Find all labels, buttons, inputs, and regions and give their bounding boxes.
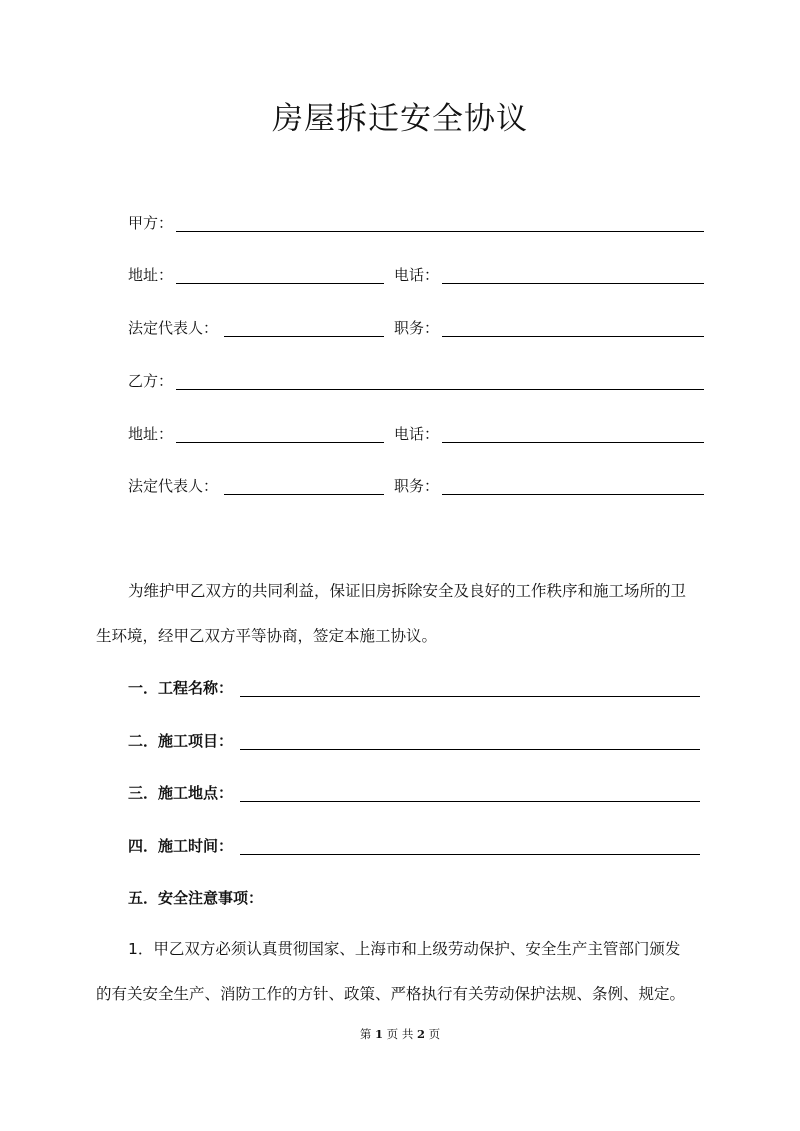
party-a-phone-label: 电话：	[394, 266, 440, 284]
intro-line-1: 为维护甲乙双方的共同利益，保证旧房拆除安全及良好的工作秩序和施工场所的卫	[128, 582, 687, 600]
party-a-blank[interactable]	[176, 231, 704, 232]
party-b-position-label: 职务：	[394, 477, 440, 495]
party-a-legal-rep-blank[interactable]	[224, 336, 384, 337]
footer-current-page: 1	[375, 1027, 384, 1041]
party-b-legal-rep-blank[interactable]	[224, 494, 384, 495]
party-b-phone-label: 电话：	[394, 425, 440, 443]
section-construction-time	[128, 833, 700, 857]
party-a-address-blank[interactable]	[176, 283, 384, 284]
footer-prefix: 第	[359, 1027, 372, 1041]
section-construction-item	[128, 728, 700, 752]
construction-site-blank[interactable]	[240, 801, 700, 802]
section-construction-site	[128, 780, 700, 804]
party-a-label: 甲方：	[128, 214, 174, 232]
party-a-phone-blank[interactable]	[442, 283, 704, 284]
project-name-blank[interactable]	[240, 696, 700, 697]
section-label: 一．工程名称：	[128, 679, 234, 697]
footer-middle: 页 共	[386, 1027, 414, 1041]
section-label: 五．安全注意事项：	[128, 889, 264, 907]
clause-1-line-2: 的有关安全生产、消防工作的方针、政策、严格执行有关劳动保护法规、条例、规定。	[96, 985, 686, 1003]
party-b-blank[interactable]	[176, 389, 704, 390]
party-b-position-blank[interactable]	[442, 494, 704, 495]
party-b-rep-row	[128, 473, 704, 497]
section-label: 二．施工项目：	[128, 732, 234, 750]
footer-suffix: 页	[428, 1027, 441, 1041]
page-footer	[0, 1026, 800, 1042]
party-a-contact-row	[128, 262, 704, 286]
construction-item-blank[interactable]	[240, 749, 700, 750]
party-a-legal-rep-label: 法定代表人：	[128, 319, 219, 337]
party-b-contact-row	[128, 421, 704, 445]
section-label: 四．施工时间：	[128, 837, 234, 855]
construction-time-blank[interactable]	[240, 854, 700, 855]
party-a-address-label: 地址：	[128, 266, 174, 284]
party-b-phone-blank[interactable]	[442, 442, 704, 443]
intro-line-2: 生环境，经甲乙双方平等协商，签定本施工协议。	[96, 627, 438, 645]
section-project-name	[128, 675, 700, 699]
party-a-row	[128, 210, 704, 234]
party-b-row	[128, 368, 704, 392]
document-title: 房屋拆迁安全协议	[272, 101, 528, 137]
section-label: 三．施工地点：	[128, 784, 234, 802]
footer-total-pages: 2	[416, 1027, 425, 1041]
party-b-label: 乙方：	[128, 372, 174, 390]
party-a-rep-row	[128, 315, 704, 339]
party-b-legal-rep-label: 法定代表人：	[128, 477, 219, 495]
party-b-address-blank[interactable]	[176, 442, 384, 443]
party-b-address-label: 地址：	[128, 425, 174, 443]
clause-1-line-1: 1．甲乙双方必须认真贯彻国家、上海市和上级劳动保护、安全生产主管部门颁发	[128, 940, 681, 958]
section-safety-notes	[128, 885, 700, 909]
party-a-position-blank[interactable]	[442, 336, 704, 337]
party-a-position-label: 职务：	[394, 319, 440, 337]
